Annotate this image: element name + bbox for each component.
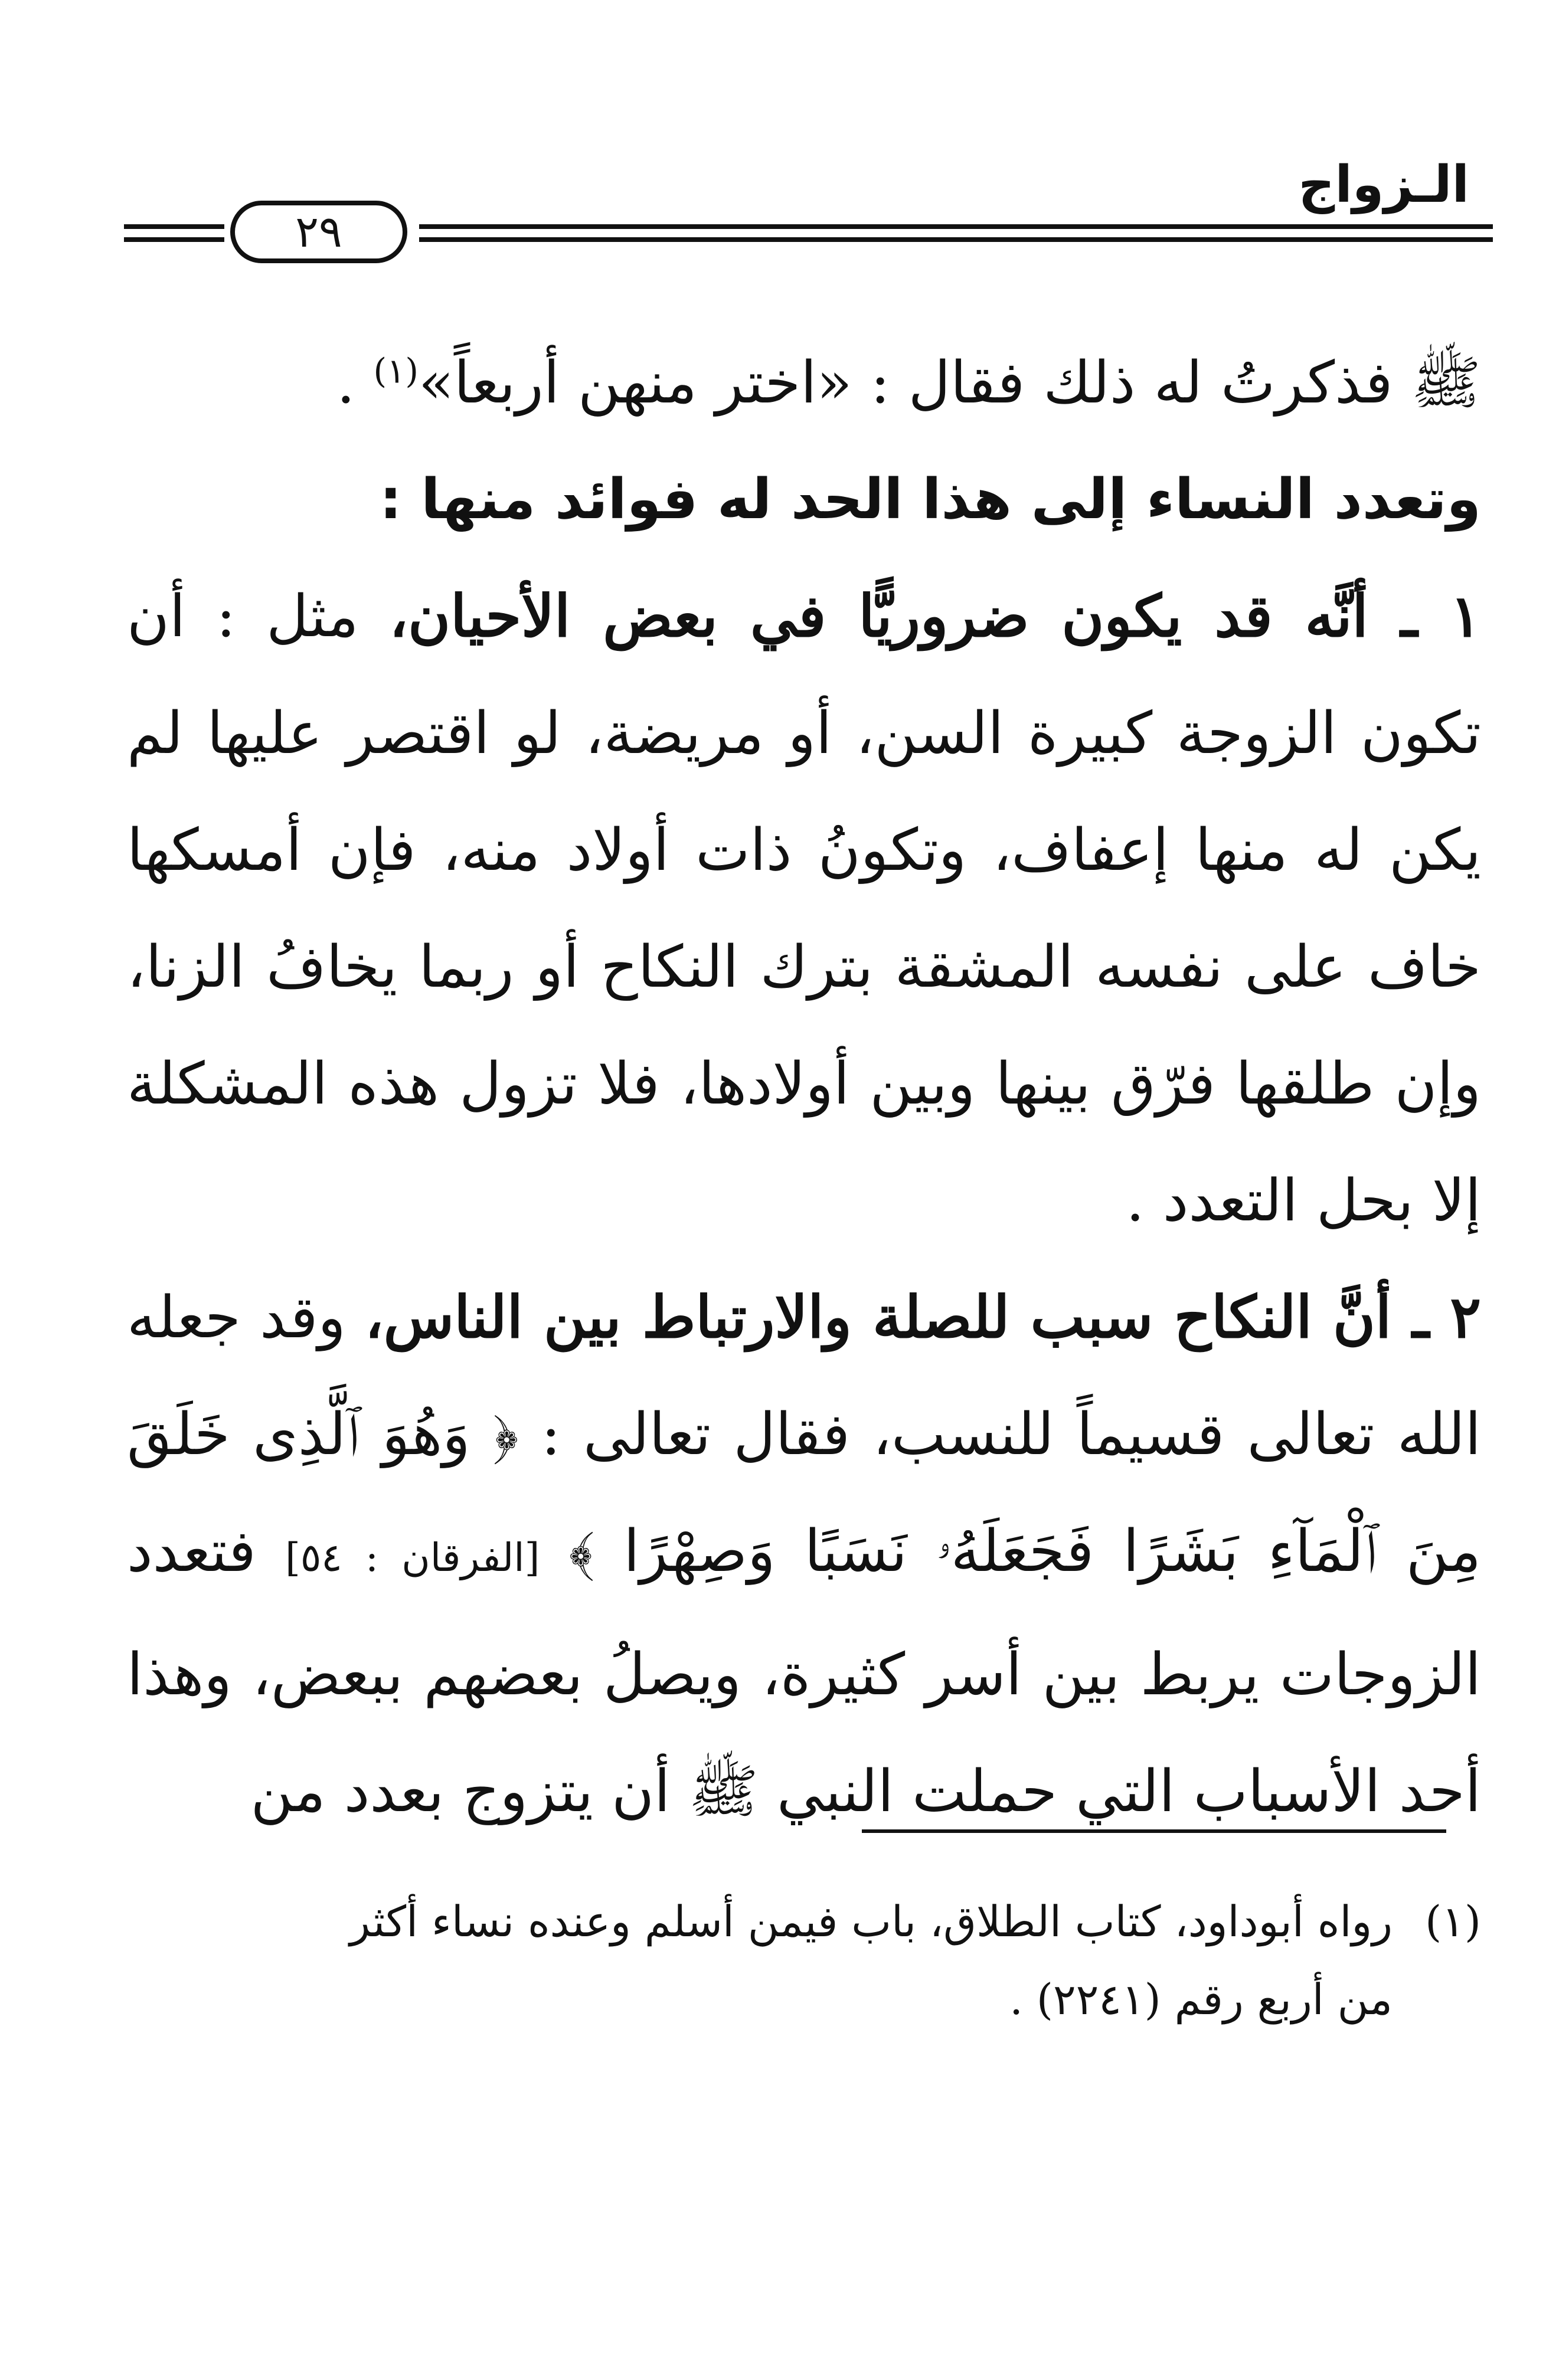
point-lead: ١ ـ أنَّه قد يكون ضروريًّا في بعض الأحيان، (389, 582, 1482, 650)
footnote-line (127, 1883, 1481, 1960)
paragraph-text: مثل : أن تكون الزوجة كبيرة السن، أو مريضة، لو اقتصر عليها لم يكن له منها إعفاف، وتكونُ ذات أولاد منه، فإن أمسكها خاف على نفسه المشقة بترك النكاح أو ربما يخافُ الزنا، وإن طلقها فرّق بينها وبين أولادها، فلا تزول هذه المشكلة إلا بحل التعدد . (127, 583, 1481, 1235)
main-text (127, 325, 1481, 1850)
paragraph-text: ﷺ فذكرتُ له ذلك فقال : «اختر منهن أربعاً» (418, 349, 1481, 417)
header-rule (124, 224, 224, 229)
footnote-separator (862, 1829, 1446, 1833)
quran-citation: [الفرقان : ٥٤] (285, 1535, 540, 1580)
header-rule (124, 237, 224, 242)
footnote-reference: (١) (373, 351, 419, 391)
paragraph (127, 558, 1481, 1259)
page-header (124, 142, 1493, 260)
paragraph-end: . (336, 349, 374, 417)
section-heading: وتعدد النساء إلى هذا الحد له فوائد منها : (379, 467, 1481, 532)
header-rule (419, 224, 1493, 229)
paragraph (127, 325, 1481, 441)
footnote-line: من أربع رقم (٢٢٤١) . (1009, 1975, 1393, 2024)
point-lead: ٢ ـ أنَّ النكاح سبب للصلة والارتباط بين الناس، (365, 1284, 1481, 1351)
footnote (127, 1883, 1481, 2038)
footnote-number: (١) (1425, 1897, 1481, 1946)
footnote-text: رواه أبوداود، كتاب الطلاق، باب فيمن أسلم وعنده نساء أكثر (349, 1897, 1393, 1946)
paragraph-text: وقد جعله الله تعالى قسيماً للنسب، فقال تعالى : ﴿ وَهُوَ ٱلَّذِى خَلَقَ مِنَ ٱلْمَآءِ بَشَرًا فَجَعَلَهُۥ نَسَبًا وَصِهْرًا ﴾ (127, 1284, 1481, 1585)
paragraph (127, 1259, 1481, 1850)
page-number: ٢٩ (230, 201, 407, 263)
chapter-title: الـزواج (1298, 155, 1469, 214)
header-rule (419, 237, 1493, 242)
paragraph-text: فتعدد الزوجات يربط بين أسر كثيرة، ويصلُ بعضهم ببعض، وهذا أحد الأسباب التي حملت النبي ﷺ أن يتزوج بعدد من (127, 1518, 1481, 1825)
